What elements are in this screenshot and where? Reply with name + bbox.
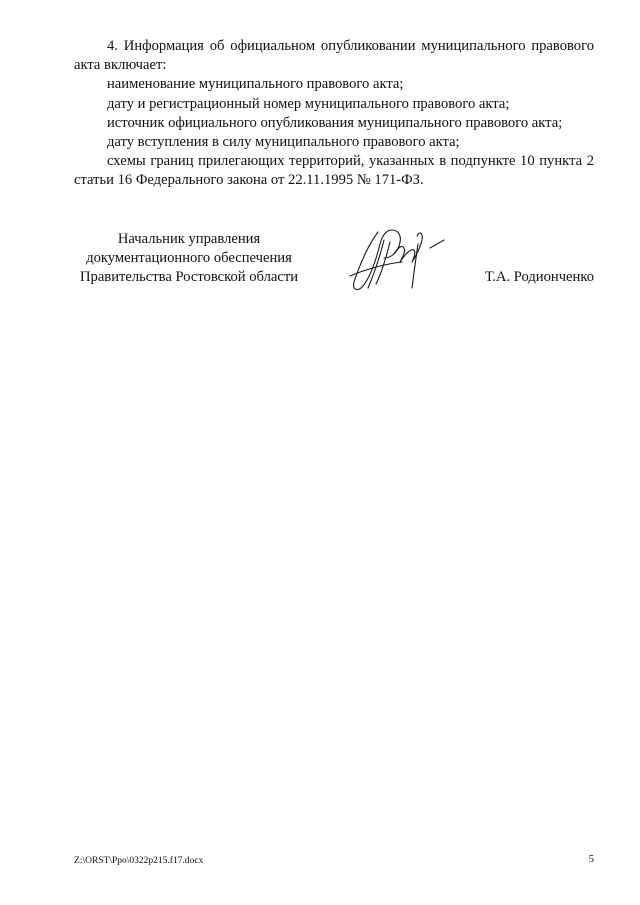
list-item: источник официального опубликования муниципального правового акта; (107, 114, 563, 131)
paragraph-boundary-schemes: схемы границ прилегающих территорий, указанных в подпункте 10 пункта 2 статьи 16 Федерального закона от 22.11.1995 № 171-ФЗ. (74, 153, 594, 189)
footer-file-path: Z:\ORST\Ppo\0322p215.f17.docx (74, 856, 204, 866)
handwritten-signature (344, 218, 464, 302)
signer-position-line: Начальник управления (117, 231, 261, 247)
list-item: дату вступления в силу муниципального правового акта; (107, 134, 460, 151)
signer-name: Т.А. Родионченко (484, 269, 594, 285)
signer-position-line: Правительства Ростовской области (79, 269, 299, 285)
paragraph-publication-info: 4. Информация об официальном опубликовании муниципального правового акта включает: (74, 38, 594, 74)
list-item: наименование муниципального правового акта; (107, 76, 404, 93)
signer-position-line: документационного обеспечения (86, 250, 292, 266)
page-number: 5 (588, 854, 594, 865)
signature-block (74, 230, 594, 300)
signer-position (74, 230, 304, 287)
document-body (74, 37, 594, 191)
list-item: дату и регистрационный номер муниципального правового акта; (107, 95, 510, 112)
